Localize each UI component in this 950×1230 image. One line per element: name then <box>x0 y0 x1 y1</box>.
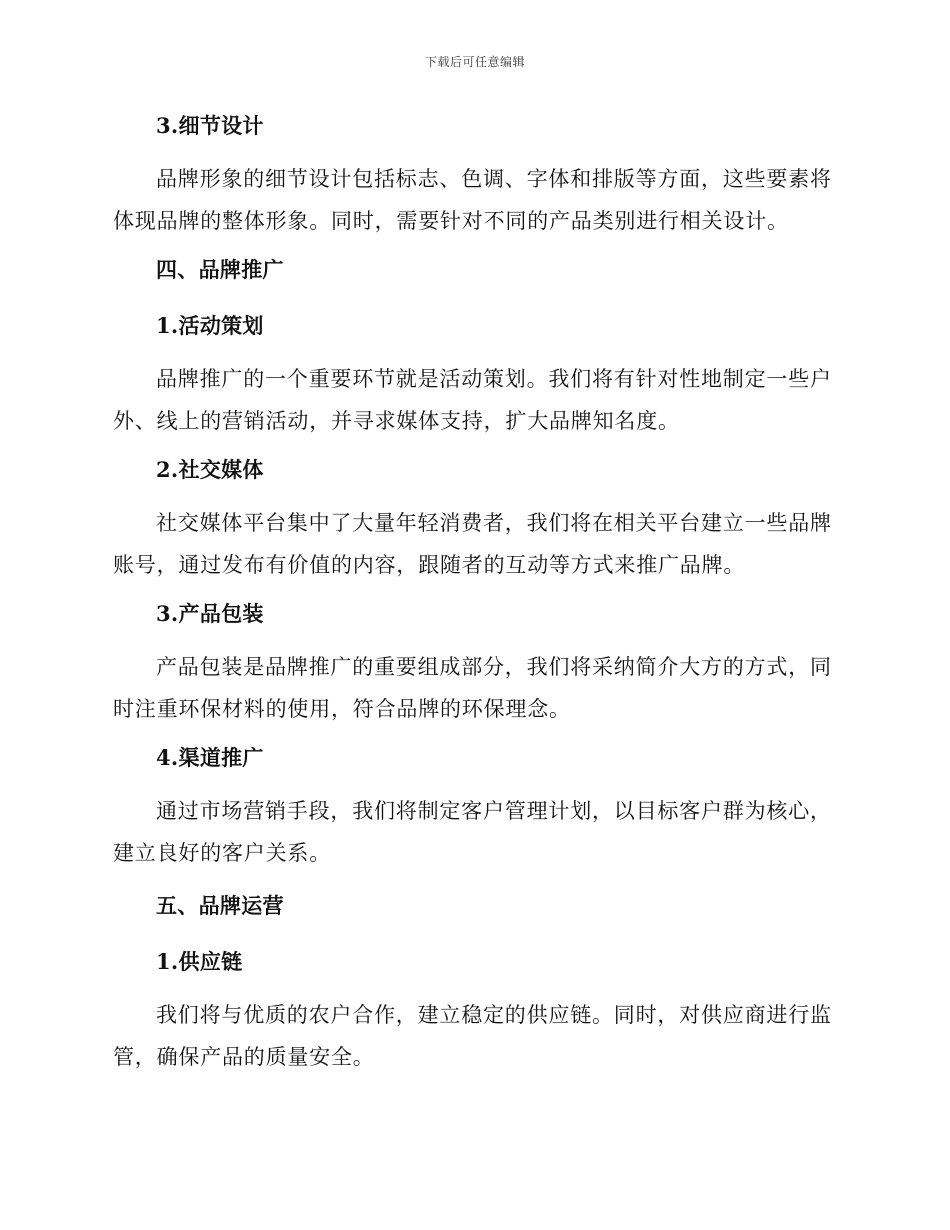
section-heading: 3.产品包装 <box>156 601 264 626</box>
section-heading: 2.社交媒体 <box>156 457 264 482</box>
section-heading: 4.渠道推广 <box>156 745 264 770</box>
section-paragraph: 品牌形象的细节设计包括标志、色调、字体和排版等方面，这些要素将体现品牌的整体形象。同时，需要针对不同的产品类别进行相关设计。 <box>113 167 832 233</box>
section-paragraph: 我们将与优质的农户合作，建立稳定的供应链。同时，对供应商进行监管，确保产品的质量安全。 <box>113 1003 832 1069</box>
section-paragraph: 社交媒体平台集中了大量年轻消费者，我们将在相关平台建立一些品牌账号，通过发布有价值的内容，跟随者的互动等方式来推广品牌。 <box>113 511 832 577</box>
section-paragraph: 品牌推广的一个重要环节就是活动策划。我们将有针对性地制定一些户外、线上的营销活动，并寻求媒体支持，扩大品牌知名度。 <box>113 367 832 433</box>
section-heading: 1.供应链 <box>156 949 243 974</box>
section-paragraph: 产品包装是品牌推广的重要组成部分，我们将采纳简介大方的方式，同时注重环保材料的使用，符合品牌的环保理念。 <box>113 655 832 721</box>
page-header-note: 下载后可任意编辑 <box>424 55 525 69</box>
chapter-heading: 四、品牌推广 <box>156 257 284 282</box>
section-paragraph: 通过市场营销手段，我们将制定客户管理计划，以目标客户群为核心，建立良好的客户关系。 <box>113 799 832 865</box>
section-heading: 1.活动策划 <box>156 313 264 338</box>
section-heading: 3.细节设计 <box>156 113 264 138</box>
chapter-heading: 五、品牌运营 <box>156 893 284 918</box>
document-body <box>113 108 833 1078</box>
